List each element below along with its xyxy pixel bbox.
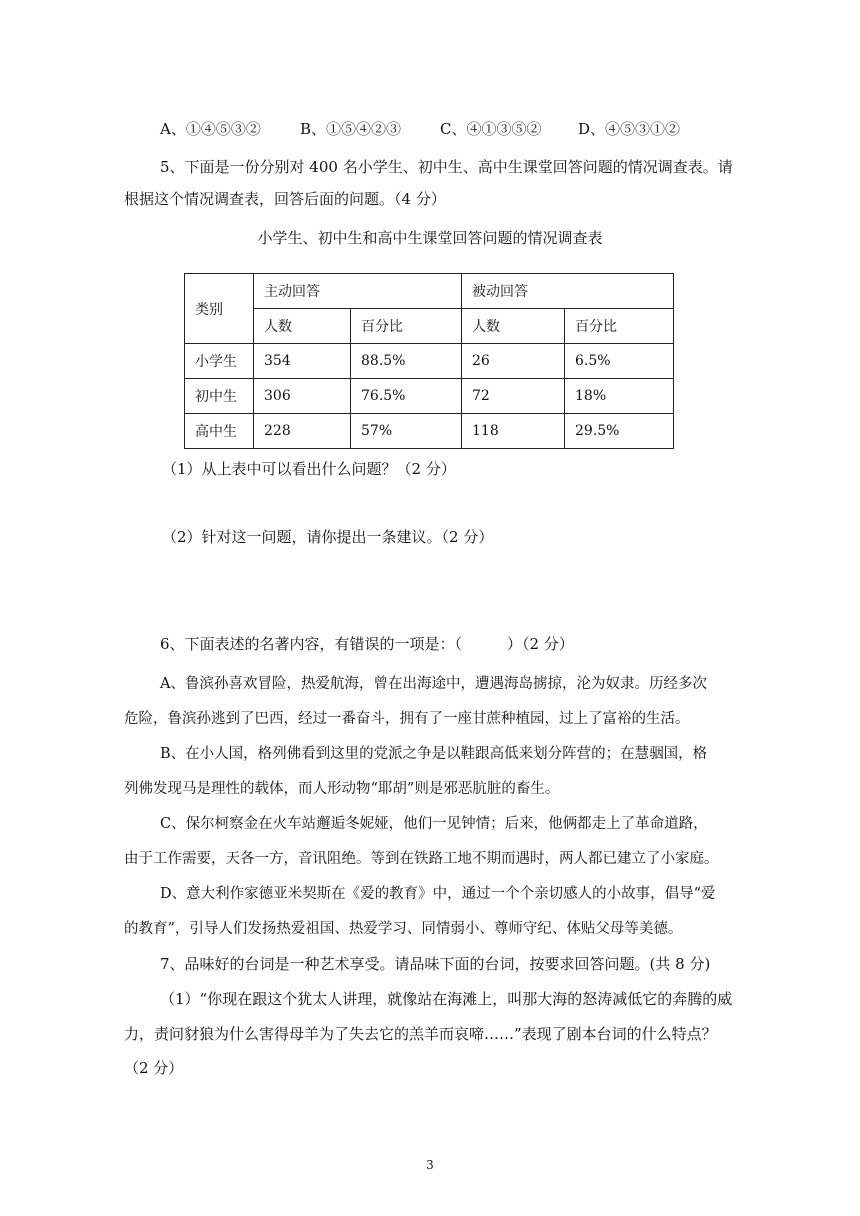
table-corner-header: 类别: [185, 274, 254, 344]
table-cell: 306: [254, 379, 351, 414]
header-passive: 被动回答: [462, 274, 674, 309]
subheader-percent: 百分比: [565, 309, 674, 344]
table-cell: 118: [462, 414, 565, 449]
q4-option-b: B、①⑤④②③: [300, 120, 402, 138]
row-label: 高中生: [185, 414, 254, 449]
table-cell: 76.5%: [351, 379, 462, 414]
q6-option-b-line1: B、在小人国，格列佛看到这里的党派之争是以鞋跟高低来划分阵营的；在慧骃国，格: [160, 746, 708, 762]
table-title: 小学生、初中生和高中生课堂回答问题的情况调查表: [257, 229, 603, 247]
q7-sub1-line3: （2 分）: [124, 1059, 184, 1077]
table-cell: 29.5%: [565, 414, 674, 449]
q4-option-c: C、④①③⑤②: [440, 120, 542, 138]
q4-option-a: A、①④⑤③②: [160, 120, 261, 138]
q7-stem: 7、品味好的台词是一种艺术享受。请品味下面的台词，按要求回答问题。(共 8 分): [160, 955, 711, 973]
q4-option-d: D、④⑤③①②: [578, 120, 681, 138]
table-cell: 26: [462, 344, 565, 379]
table-row: [185, 414, 674, 449]
q6-option-d-line2: 的教育”，引导人们发扬热爱祖国、热爱学习、同情弱小、尊师守纪、体贴父母等美德。: [124, 921, 683, 937]
q6-option-c-line2: 由于工作需要，天各一方，音讯阻绝。等到在铁路工地不期而遇时，两人都已建立了小家庭。: [124, 851, 719, 867]
table-cell: 18%: [565, 379, 674, 414]
survey-table: [184, 273, 674, 449]
q6-option-a-line2: 危险，鲁滨孙逃到了巴西，经过一番奋斗，拥有了一座甘蔗种植园，过上了富裕的生活。: [124, 711, 690, 727]
q5-sub2: （2）针对这一问题，请你提出一条建议。（2 分）: [162, 528, 494, 546]
table-cell: 354: [254, 344, 351, 379]
q6-stem: 6、下面表述的名著内容，有错误的一项是：（ ）（2 分）: [160, 635, 574, 653]
table-cell: 72: [462, 379, 565, 414]
q6-option-d-line1: D、意大利作家德亚米契斯在《爱的教育》中，通过一个个亲切感人的小故事，倡导“爱: [160, 886, 716, 902]
q5-sub1: （1）从上表中可以看出什么问题？（2 分）: [162, 460, 456, 478]
q6-option-c-line1: C、保尔柯察金在火车站邂逅冬妮娅，他们一见钟情；后来，他俩都走上了革命道路，: [160, 816, 708, 832]
table-cell: 6.5%: [565, 344, 674, 379]
q5-stem-line1: 5、下面是一份分别对 400 名小学生、初中生、高中生课堂回答问题的情况调查表。请: [160, 158, 733, 176]
subheader-count: 人数: [254, 309, 351, 344]
header-active: 主动回答: [254, 274, 462, 309]
page-number: 3: [426, 1158, 434, 1172]
subheader-percent: 百分比: [351, 309, 462, 344]
row-label: 初中生: [185, 379, 254, 414]
q7-sub1-line2: 力，责问豺狼为什么害得母羊为了失去它的羔羊而哀啼……”表现了剧本台词的什么特点？: [124, 1025, 717, 1043]
q7-sub1-line1: （1）“你现在跟这个犹太人讲理，就像站在海滩上，叫那大海的怒涛减低它的奔腾的威: [160, 990, 733, 1008]
table-cell: 228: [254, 414, 351, 449]
table-row: [185, 379, 674, 414]
table-cell: 57%: [351, 414, 462, 449]
q5-stem-line2: 根据这个情况调查表，回答后面的问题。（4 分）: [124, 190, 446, 208]
q6-option-a-line1: A、鲁滨孙喜欢冒险，热爱航海，曾在出海途中，遭遇海岛掳掠，沦为奴隶。历经多次: [160, 676, 707, 692]
subheader-count: 人数: [462, 309, 565, 344]
row-label: 小学生: [185, 344, 254, 379]
q6-option-b-line2: 列佛发现马是理性的载体，而人形动物“耶胡”则是邪恶肮脏的畜生。: [124, 781, 560, 797]
table-cell: 88.5%: [351, 344, 462, 379]
table-row: [185, 344, 674, 379]
